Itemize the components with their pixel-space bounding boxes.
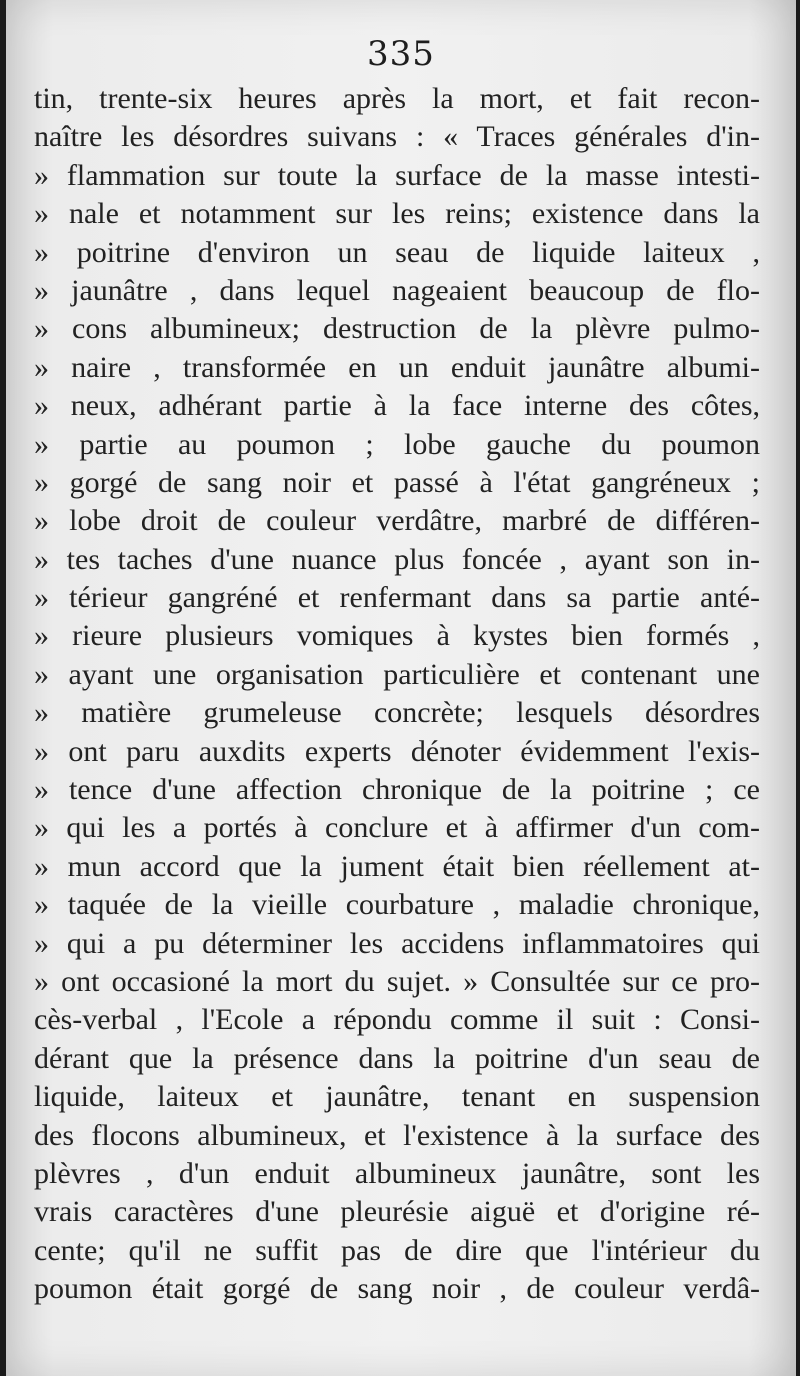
text-line: » naire , transformée en un enduit jaunâtre albumi- bbox=[34, 350, 760, 384]
text-line: » tence d'une affection chronique de la poitrine ; ce bbox=[34, 773, 760, 807]
text-line: vrais caractères d'une pleurésie aiguë et d'origine ré- bbox=[34, 1195, 760, 1229]
text-line: » neux, adhérant partie à la face interne des côtes, bbox=[34, 389, 760, 423]
text-line: liquide, laiteux et jaunâtre, tenant en suspension bbox=[34, 1080, 760, 1114]
text-line: » lobe droit de couleur verdâtre, marbré de différen- bbox=[34, 504, 760, 538]
text-line: » gorgé de sang noir et passé à l'état gangréneux ; bbox=[34, 465, 760, 499]
text-line: des flocons albumineux, et l'existence à la surface des bbox=[34, 1118, 760, 1152]
text-line: » matière grumeleuse concrète; lesquels désordres bbox=[34, 696, 760, 730]
text-line: cès-verbal , l'Ecole a répondu comme il suit : Consi- bbox=[34, 1003, 760, 1037]
text-line: » ont paru auxdits experts dénoter évidemment l'exis- bbox=[34, 734, 760, 768]
text-line: » taquée de la vieille courbature , maladie chronique, bbox=[34, 888, 760, 922]
text-line: » tes taches d'une nuance plus foncée , ayant son in- bbox=[34, 542, 760, 576]
text-line: » ont occasioné la mort du sujet. » Consultée sur ce pro- bbox=[34, 964, 760, 998]
text-line: » jaunâtre , dans lequel nageaient beaucoup de flo- bbox=[34, 273, 760, 307]
text-line: » flammation sur toute la surface de la masse intesti- bbox=[34, 158, 760, 192]
text-line: » térieur gangréné et renfermant dans sa partie anté- bbox=[34, 581, 760, 615]
text-line: naître les désordres suivans : « Traces générales d'in- bbox=[34, 120, 760, 154]
text-line: » poitrine d'environ un seau de liquide laiteux , bbox=[34, 235, 760, 269]
page-number: 335 bbox=[367, 34, 435, 74]
text-line: » cons albumineux; destruction de la plèvre pulmo- bbox=[34, 312, 760, 346]
text-line: plèvres , d'un enduit albumineux jaunâtre, sont les bbox=[34, 1156, 760, 1190]
text-line: tin, trente-six heures après la mort, et fait recon- bbox=[34, 82, 760, 115]
book-page bbox=[6, 0, 796, 1376]
text-line: » mun accord que la jument était bien réellement at- bbox=[34, 849, 760, 883]
text-line: » ayant une organisation particulière et contenant une bbox=[34, 657, 760, 691]
body-text bbox=[34, 80, 760, 1309]
text-line: cente; qu'il ne suffit pas de dire que l'intérieur du bbox=[34, 1233, 760, 1267]
text-line: » partie au poumon ; lobe gauche du poumon bbox=[34, 427, 760, 461]
text-line: » qui a pu déterminer les accidens inflammatoires qui bbox=[34, 926, 760, 960]
text-line: » qui les a portés à conclure et à affirmer d'un com- bbox=[34, 811, 760, 845]
text-line: » rieure plusieurs vomiques à kystes bien formés , bbox=[34, 619, 760, 653]
text-line: poumon était gorgé de sang noir , de couleur verdâ- bbox=[34, 1272, 760, 1306]
text-line: » nale et notamment sur les reins; existence dans la bbox=[34, 197, 760, 231]
text-line: dérant que la présence dans la poitrine d'un seau de bbox=[34, 1041, 760, 1075]
